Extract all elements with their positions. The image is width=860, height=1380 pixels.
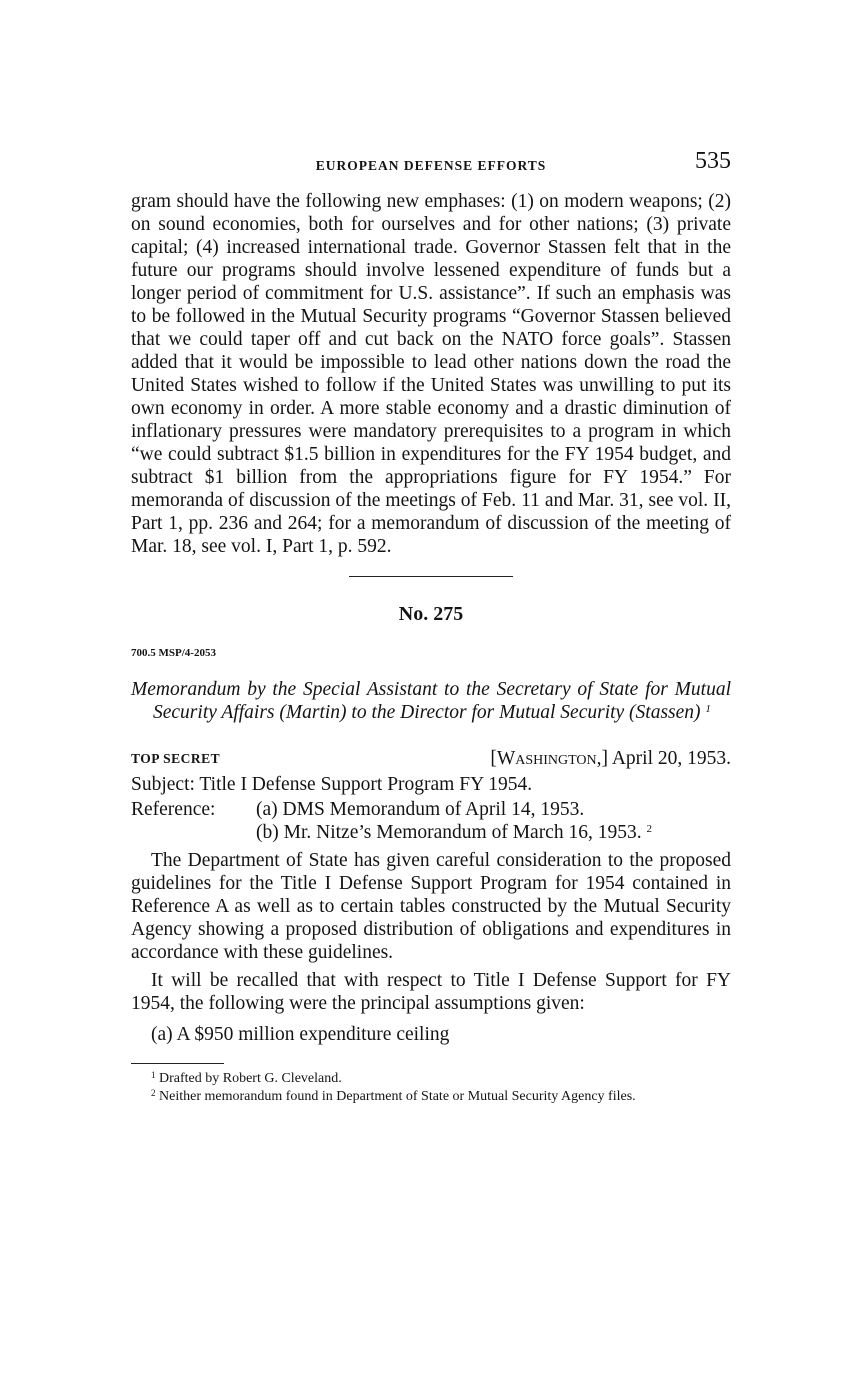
footnote-divider <box>131 1063 224 1064</box>
document-number: No. 275 <box>398 603 464 625</box>
place-date <box>490 747 731 770</box>
list-item: (a) A $950 million expenditure ceiling <box>151 1024 450 1045</box>
footnote-text: Drafted by Robert G. Cleveland. <box>159 1071 342 1086</box>
date: April 20, 1953. <box>611 748 731 769</box>
reference-block <box>131 798 731 844</box>
reference-label: Reference: <box>131 799 216 820</box>
footnote-mark-2: 2 <box>646 823 652 835</box>
continued-paragraph: gram should have the following new emphases: (1) on modern weapons; (2) on sound economies, both for ourselves and for other nations; (3) private capital; (4) increased international trade. Governor Stassen felt that in the future our programs should involve lessened expenditure of funds but a longer period of commitment for U.S. assistance”. If such an emphasis was to be followed in the Mutual Security programs “Governor Stassen believed that we could taper off and cut back on the NATO force goals”. Stassen added that it would be impossible to lead other nations down the road the United States wished to follow if the United States was unwilling to put its own economy in order. A more stable economy and a drastic diminution of inflationary pressures were mandatory prerequisites to a program in which “we could subtract $1.5 billion in expenditures for the FY 1954 budget, and subtract $1 billion from the appropriations figure for FY 1954.” For memoranda of discussion of the meetings of Feb. 11 and Mar. 31, see vol. II, Part 1, pp. 236 and 264; for a memorandum of discussion of the meeting of Mar. 18, see vol. I, Part 1, p. 592. <box>131 191 731 557</box>
document-title-text: Memorandum by the Special Assistant to the Secretary of State for Mutual Security Affairs (Martin) to the Director for Mutual Security (Stassen) <box>131 679 731 723</box>
footnotes <box>131 1070 731 1106</box>
body-paragraph: It will be recalled that with respect to Title I Defense Support for FY 1954, the following were the principal assumptions given: <box>131 970 731 1014</box>
footnote-mark: 1 <box>151 1070 156 1080</box>
footnote-mark: 2 <box>151 1088 156 1098</box>
page-number: 535 <box>695 148 731 174</box>
body-paragraph: The Department of State has given careful consideration to the proposed guidelines for the Title I Defense Support Program for 1954 contained in Reference A as well as to certain tables constructed by the Mutual Security Agency showing a proposed distribution of obligations and expenditures in accordance with these guidelines. <box>131 850 731 963</box>
place: [Washington,] <box>490 748 609 769</box>
footnote <box>131 1070 731 1088</box>
section-divider <box>349 576 513 577</box>
reference-item: (a) DMS Memorandum of April 14, 1953. <box>256 799 585 820</box>
document-page <box>131 148 731 1106</box>
running-title: EUROPEAN DEFENSE EFFORTS <box>315 158 547 173</box>
document-title <box>131 678 731 724</box>
reference-item-b <box>256 821 652 844</box>
subject-line: Subject: Title I Defense Support Program FY 1954. <box>131 774 533 795</box>
footnote <box>131 1088 731 1106</box>
running-header <box>131 148 731 188</box>
footnote-text: Neither memorandum found in Department of State or Mutual Security Agency files. <box>159 1089 636 1104</box>
classification-row <box>131 747 731 771</box>
classification-label: TOP SECRET <box>131 751 221 766</box>
file-reference: 700.5 MSP/4-2053 <box>131 647 216 659</box>
reference-list <box>256 798 652 844</box>
reference-item: (b) Mr. Nitze’s Memorandum of March 16, 1953. <box>256 822 642 843</box>
footnote-mark-1: 1 <box>705 703 711 715</box>
